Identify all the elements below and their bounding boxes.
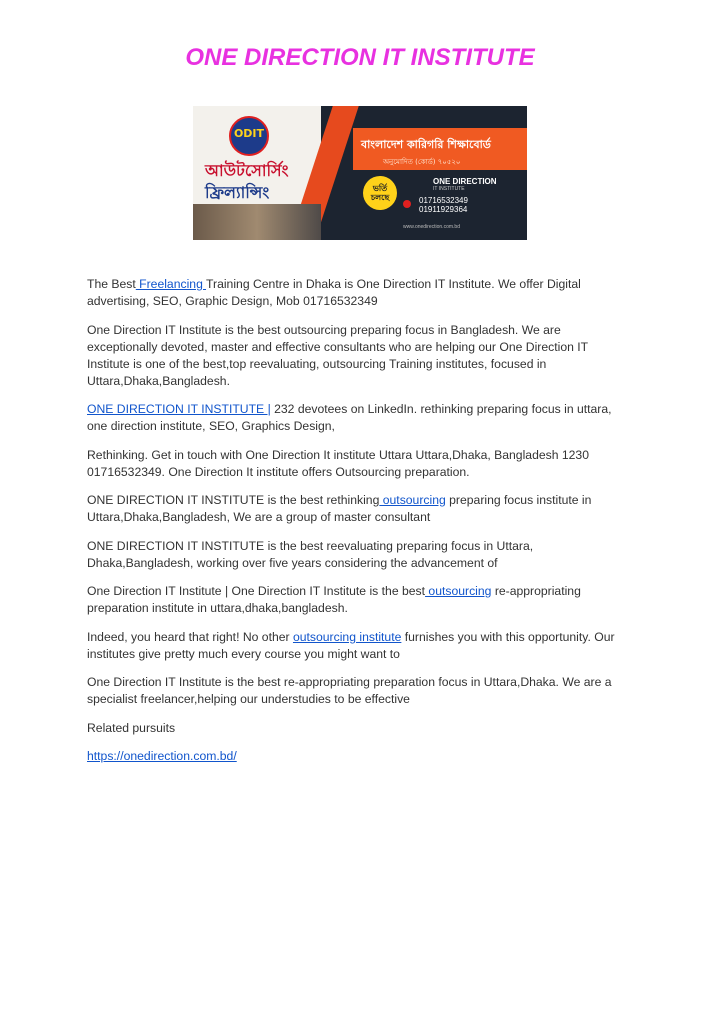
paragraph-7-text-b: re-appropriating preparation institute in uttara,dhaka,bangladesh. xyxy=(87,584,581,615)
paragraph-6: ONE DIRECTION IT INSTITUTE is the best reevaluating preparing focus in Uttara, Dhaka,Bangladesh, working over five years considering the advancement of xyxy=(87,538,534,570)
banner-image xyxy=(193,106,527,240)
website-link[interactable]: https://onedirection.com.bd/ xyxy=(87,749,237,763)
admission-badge xyxy=(363,176,397,210)
banner-bangla-freelancing: ফ্রিল্যান্সিং xyxy=(205,183,270,202)
paragraph-4: Rethinking. Get in touch with One Direction It institute Uttara Uttara,Dhaka, Bangladesh 1230 01716532349. One Direction It institute offers Outsourcing preparation. xyxy=(87,447,589,479)
paragraph-7-text-a: One Direction IT Institute | One Direction IT Institute is the best xyxy=(87,584,426,598)
paragraph-2: One Direction IT Institute is the best outsourcing preparing focus in Bangladesh. We are exceptionally devoted, master and effective consultants who are helping our One Direction IT Institute is one of the best,top reevaluating, outsourcing Training institutes, focused in Uttara,Dhaka,Bangladesh. xyxy=(87,322,588,388)
paragraph-5 xyxy=(87,492,633,526)
paragraph-3-text: 232 devotees on LinkedIn. rethinking preparing focus in uttara, one direction institute, SEO, Graphics Design, xyxy=(87,402,612,433)
banner-board-text: বাংলাদেশ কারিগরি শিক্ষাবোর্ড xyxy=(361,138,491,151)
document-body xyxy=(87,276,633,777)
outsourcing-institute-link[interactable]: outsourcing institute xyxy=(292,629,402,644)
banner-brand-line2: IT INSTITUTE xyxy=(433,186,465,192)
logo-icon xyxy=(229,116,269,156)
banner-phones xyxy=(419,196,468,214)
paragraph-8-text-b: furnishes you with this opportunity. Our institutes give pretty much every course you might want to xyxy=(87,629,615,661)
banner-phone-1: 01716532349 xyxy=(419,196,468,205)
paragraph-8-text-a: Indeed, you heard that right! No other xyxy=(87,629,293,644)
banner-brand-line1: ONE DIRECTION xyxy=(433,177,497,186)
banner-board-subtext: অনুমোদিত (কোর্ড) ৭০৫২০ xyxy=(383,158,461,166)
admission-badge-text: ভর্তি চলছে xyxy=(370,184,390,202)
logo-text: ODIT xyxy=(233,127,265,140)
banner-bangla-outsourcing: আউটসোর্সিং xyxy=(205,161,289,180)
page-title: ONE DIRECTION IT INSTITUTE xyxy=(185,44,535,71)
banner-classroom-photo xyxy=(193,204,321,240)
paragraph-11 xyxy=(87,748,633,765)
banner-website: www.onedirection.com.bd xyxy=(403,224,460,230)
paragraph-5-text-a: ONE DIRECTION IT INSTITUTE is the best rethinking xyxy=(87,493,380,507)
one-direction-link[interactable]: ONE DIRECTION IT INSTITUTE | xyxy=(87,402,271,416)
paragraph-7 xyxy=(87,583,633,617)
related-pursuits-label: Related pursuits xyxy=(87,720,176,735)
outsourcing-link-2[interactable]: outsourcing xyxy=(425,584,492,598)
outsourcing-link-1[interactable]: outsourcing xyxy=(379,493,446,507)
banner-phone-2: 01911929364 xyxy=(419,205,468,214)
paragraph-1-text-a: The Best xyxy=(87,277,136,291)
paragraph-1 xyxy=(87,276,633,310)
paragraph-8 xyxy=(87,629,633,663)
freelancing-link[interactable]: Freelancing xyxy=(135,277,207,291)
paragraph-5-text-b: preparing focus institute in Uttara,Dhaka,Bangladesh, We are a group of master consultant xyxy=(87,493,592,524)
paragraph-3 xyxy=(87,401,633,435)
paragraph-9: One Direction IT Institute is the best re-appropriating preparation focus in Uttara,Dhaka. We are a specialist freelancer,helping our understudies to be effective xyxy=(87,675,612,706)
phone-icon xyxy=(403,200,411,208)
paragraph-1-text-b: Training Centre in Dhaka is One Direction IT Institute. We offer Digital advertising, SEO, Graphic Design, Mob 01716532349 xyxy=(87,277,581,308)
